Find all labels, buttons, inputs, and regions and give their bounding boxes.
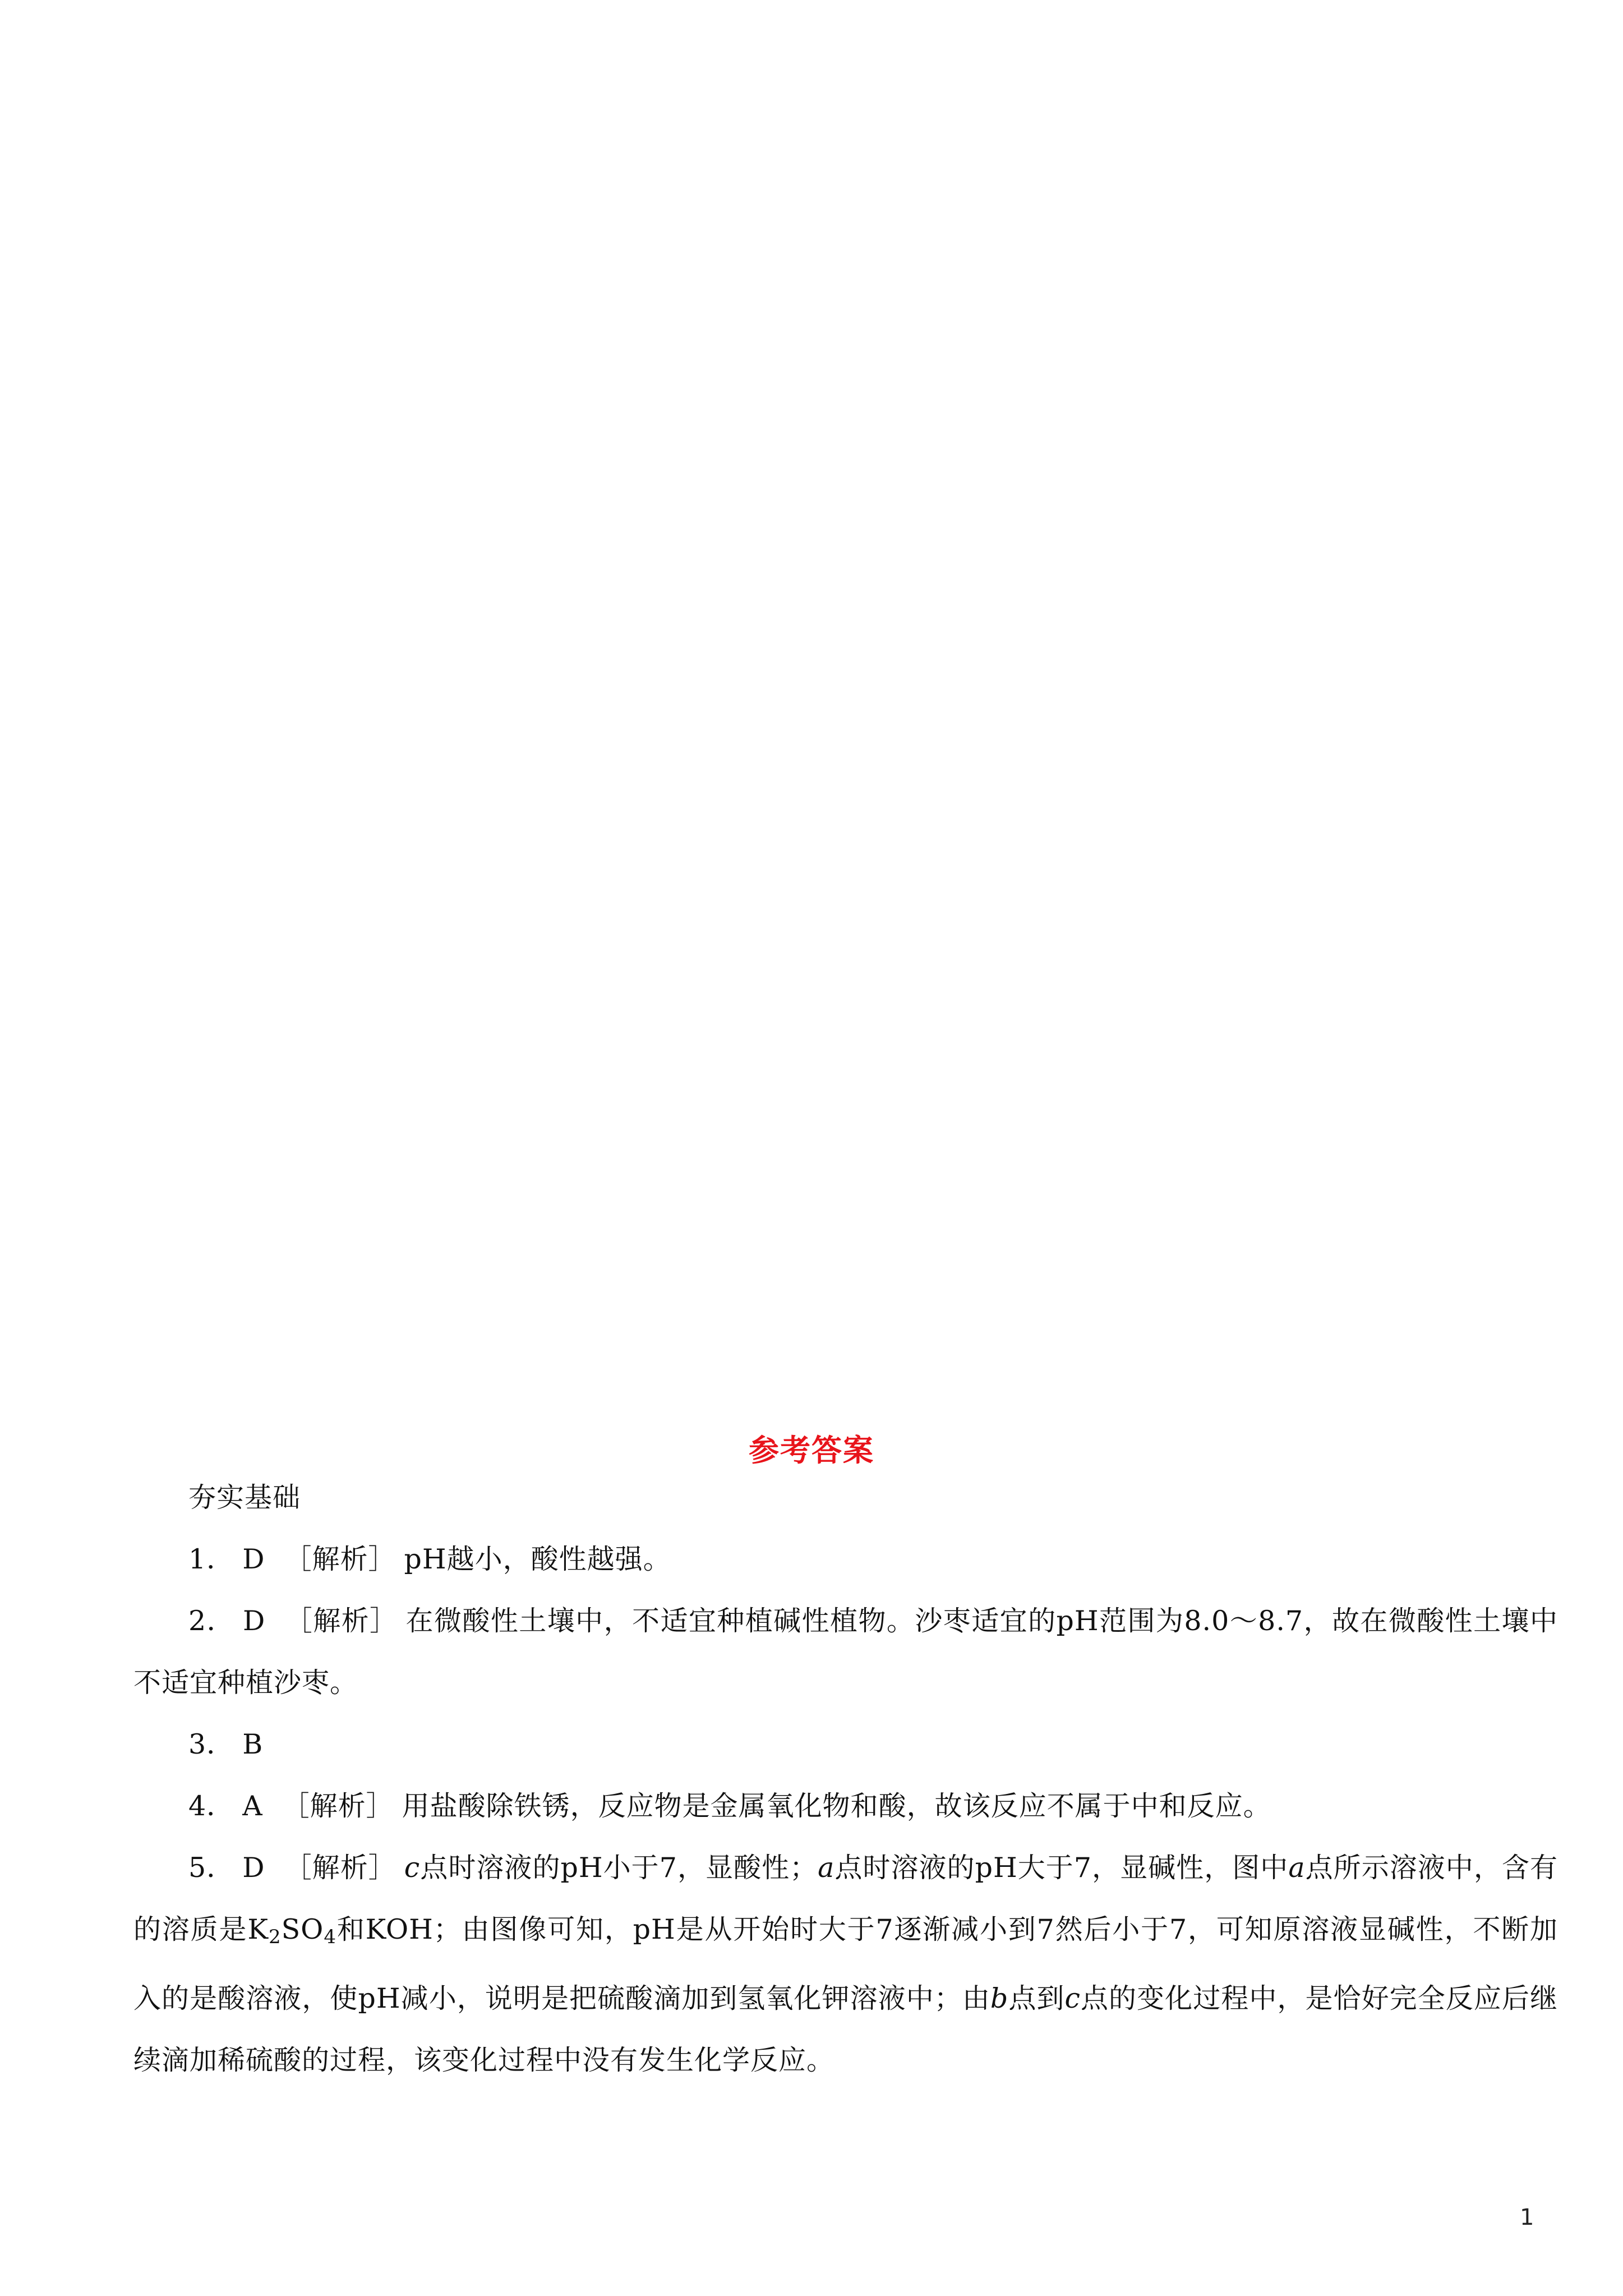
analysis-tag: ［解析］ [282, 1790, 394, 1822]
item-number: 5． [188, 1852, 235, 1884]
point-label-c: c [404, 1852, 421, 1884]
page-number: 1 [1520, 2205, 1534, 2230]
answer-key-title: 参考答案 [749, 1432, 874, 1468]
explanation-text: 和KOH；由图像可知，pH是从开始时大于7逐渐减小到7然后小于7，可知原溶液显碱性，不断加入的是酸溶液，使pH减小，说明是把硫酸滴加到氢氧化钾溶液中；由 [133, 1913, 1558, 2014]
answer-item-3 [133, 1714, 1558, 1775]
item-explanation: 用盐酸除铁锈，反应物是金属氧化物和酸，故该反应不属于中和反应。 [402, 1790, 1271, 1822]
item-explanation: pH越小，酸性越强。 [404, 1543, 671, 1575]
analysis-tag: ［解析］ [284, 1605, 398, 1637]
analysis-tag: ［解析］ [284, 1543, 396, 1575]
explanation-text: 点时溶液的pH小于7，显酸性； [420, 1852, 818, 1884]
point-label-c: c [1064, 1982, 1081, 2014]
section-heading: 夯实基础 [188, 1481, 301, 1513]
point-label-a: a [818, 1852, 835, 1884]
item-explanation: 在微酸性土壤中，不适宜种植碱性植物。沙枣适宜的pH范围为8.0～8.7，故在微酸性土壤中不适宜种植沙枣。 [133, 1605, 1558, 1699]
item-answer: D [243, 1605, 266, 1637]
answer-item-4 [133, 1775, 1558, 1837]
item-number: 2． [188, 1605, 236, 1637]
item-number: 1． [188, 1543, 235, 1575]
point-label-b: b [990, 1982, 1009, 2014]
analysis-tag: ［解析］ [284, 1852, 396, 1884]
item-answer: D [242, 1543, 265, 1575]
item-number: 3． [188, 1728, 235, 1760]
formula-text: SO [281, 1913, 324, 1945]
point-label-a: a [1288, 1852, 1306, 1884]
explanation-text: 点到 [1008, 1982, 1065, 2014]
item-answer: A [242, 1790, 263, 1822]
explanation-text: 点所示溶液中，含有的溶质是K [133, 1852, 1558, 1945]
explanation-text: 点时溶液的pH大于7，显碱性，图中 [834, 1852, 1289, 1884]
explanation-text: 点的变化过程中，是恰好完全反应后继续滴加稀硫酸的过程，该变化过程中没有发生化学反应。 [133, 1982, 1558, 2076]
answer-item-5 [133, 1837, 1558, 2091]
formula-subscript: 2 [268, 1926, 282, 1948]
formula-subscript: 4 [324, 1926, 336, 1948]
item-answer: B [242, 1728, 264, 1760]
answer-key-body [133, 1467, 1558, 2091]
item-number: 4． [188, 1790, 235, 1822]
item-answer: D [242, 1852, 265, 1884]
answer-item-2 [133, 1590, 1558, 1714]
answer-item-1 [133, 1529, 1558, 1590]
